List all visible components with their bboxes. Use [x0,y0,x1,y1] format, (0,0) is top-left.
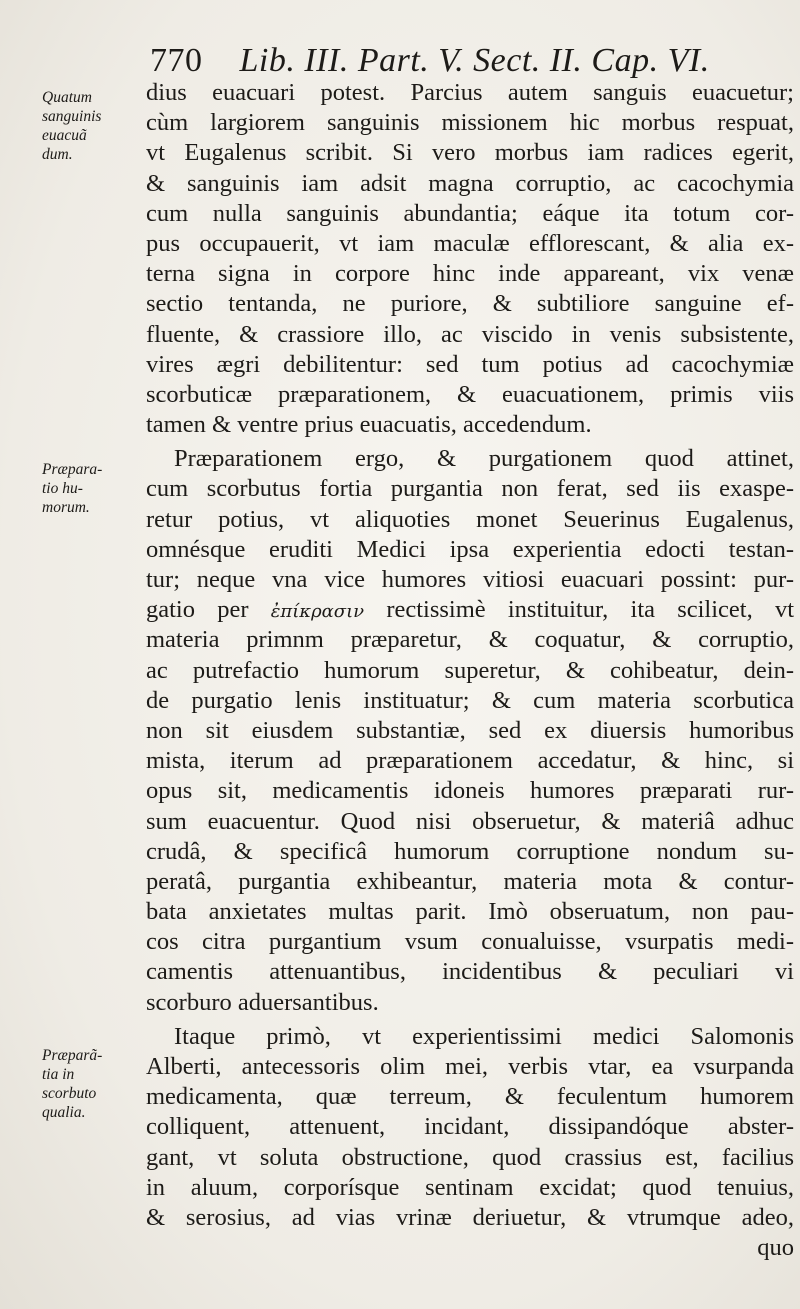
margin-note-line: sanguinis [42,108,102,125]
text-line: medicamenta, quæ terreum, & feculentum humorem [146,1083,794,1111]
text-line: retur potius, vt aliquoties monet Seuerinus Eugalenus, [146,505,794,533]
text-line: pus occupauerit, vt iam maculæ efflorescant, & alia ex- [146,229,794,257]
margin-note-line: morum. [42,499,90,516]
margin-note-line: scorbuto [42,1085,97,1102]
text-line: gant, vt soluta obstructione, quod crassius est, facilius [146,1143,794,1171]
text-line: cum nulla sanguinis abundantia; eáque ita totum cor- [146,199,794,227]
text-line: sum euacuentur. Quod nisi obseruetur, & materiâ adhuc [146,807,794,835]
catchword: quo [757,1234,794,1262]
text-line: non sit eiusdem substantiæ, sed ex diuersis humoribus [146,716,794,744]
text-line: camentis attenuantibus, incidentibus & peculiari vi [146,958,794,986]
text-line: Alberti, antecessoris olim mei, verbis vtar, ea vsurpanda [146,1053,794,1080]
text-line: vt Eugalenus scribit. Si vero morbus iam radices egerit, [146,139,794,167]
text-fragment: gatio per [146,596,249,624]
text-line: & serosius, ad vias vrinæ deriuetur, & vtrumque adeo, [146,1203,794,1231]
text-line: fluente, & crassiore illo, ac viscido in venis subsistente, [146,320,794,348]
margin-note-line: tia in [42,1066,75,1083]
text-line: Præparationem ergo, & purgationem quod attinet, [174,445,794,473]
text-line: tur; neque vna vice humores vitiosi euacuari possint: pur- [146,566,794,593]
text-line: ac putrefactio humorum superetur, & cohibeatur, dein- [146,656,794,684]
margin-note-line: tio hu- [42,480,83,497]
text-line: cum scorbutus fortia purgantia non ferat, sed iis exaspe- [146,475,794,503]
text-line: crudâ, & specificâ humorum corruptione nondum su- [146,837,794,865]
text-line: omnésque eruditi Medici ipsa experientia edocti testan- [146,535,794,563]
running-header [150,42,790,80]
running-title: Lib. III. Part. V. Sect. II. Cap. VI. [239,42,710,79]
paragraph-3 [146,1022,794,1233]
text-line: scorbuticæ præparationem, & euacuationem, primis viis [146,380,794,408]
text-line: cùm largiorem sanguinis missionem hic morbus respuat, [146,109,794,137]
margin-note-line: euacuã [42,127,87,144]
text-line: materia primnm præparetur, & coquatur, & corruptio, [146,626,794,654]
text-line: & sanguinis iam adsit magna corruptio, ac cacochymia [146,169,794,197]
margin-note-praeparatio-humorum [42,460,142,517]
margin-note-line: qualia. [42,1104,86,1121]
text-line: de purgatio lenis instituatur; & cum materia scorbutica [146,686,794,714]
greek-word: ἐπίκρασιν [270,601,365,623]
text-line: scorburo aduersantibus. [146,988,379,1016]
text-line: peratâ, purgantia exhibeantur, materia mota & contur- [146,867,794,895]
paragraph-2 [146,444,794,1018]
margin-note-line: Præparã- [42,1047,103,1064]
margin-note-line: dum. [42,146,73,163]
text-line: cos citra purgantium vsum conualuisse, vsurpatis medi- [146,928,794,956]
text-line: terna signa in corpore hinc inde appareant, vix venæ [146,260,794,288]
text-line: mista, iterum ad præparationem accedatur, & hinc, si [146,747,794,775]
text-line: opus sit, medicamentis idoneis humores præparati rur- [146,777,794,805]
text-fragment: rectissimè instituitur, ita scilicet, vt [386,596,794,624]
text-line: Itaque primò, vt experientissimi medici Salomonis [174,1022,794,1050]
text-line: tamen & ventre prius euacuatis, accedendum. [146,411,592,439]
paragraph-1 [146,78,794,440]
main-text [146,78,794,1263]
margin-note-line: Præpara- [42,461,103,478]
text-line: in aluum, corporísque sentinam excidat; quod tenuius, [146,1173,794,1201]
text-line: sectio tentanda, ne puriore, & subtiliore sanguine ef- [146,290,794,318]
page-number: 770 [150,42,203,79]
text-line: vires ægri debilitentur: sed tum potius ad cacochymiæ [146,350,794,378]
text-line-with-greek [146,595,794,625]
margin-note-line: Quatum [42,89,92,106]
text-line: bata anxietates multas parit. Imò obseruatum, non pau- [146,898,794,926]
text-line: dius euacuari potest. Parcius autem sanguis euacuetur; [146,79,794,106]
text-line: colliquent, attenuent, incidant, dissipandóque abster- [146,1113,794,1141]
margin-note-quantum-sanguinis [42,88,142,164]
margin-note-praeparantia-in-scorbuto [42,1046,142,1122]
